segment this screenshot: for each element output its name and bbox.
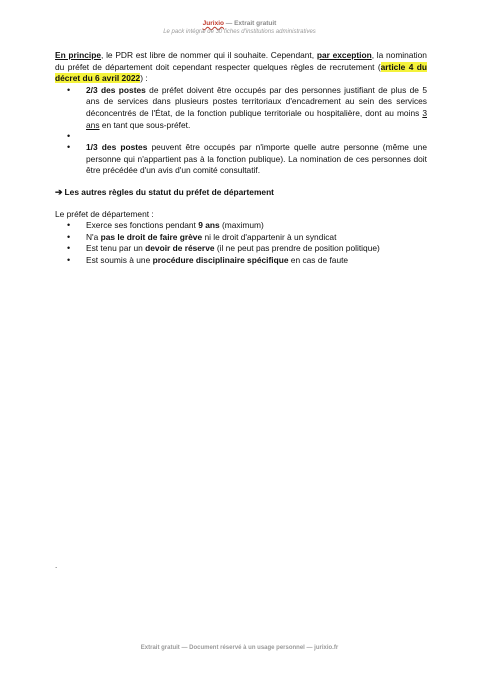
page-footer: Extrait gratuit — Document réservé à un usage personnel — jurixio.fr	[140, 645, 339, 651]
list-item-bold: 1/3 des postes	[86, 142, 148, 153]
list-item-underlined: 3 ans	[86, 107, 427, 130]
list-item	[55, 85, 427, 131]
list-item-text: de préfet doivent être occupés par des personnes justifiant de plus de 5 ans de services dans plusieurs postes territoriaux d'encadrement au sein des services déconcentrés de l'État, de la fonction publique territoriale ou hospitalière, dont au moins	[86, 84, 427, 118]
list-item-bold: pas le droit de faire grève	[100, 231, 203, 242]
list-item	[55, 220, 427, 232]
header-subtitle: Le pack intégral de 30 fiches d'institutions administratives	[163, 29, 316, 35]
list-item	[55, 142, 427, 177]
document-body	[55, 50, 427, 267]
brand-name: Jurixio	[202, 20, 224, 27]
list-item-text: Est tenu par un	[86, 243, 146, 254]
page-header	[0, 20, 479, 37]
arrow-right-icon: ➔	[55, 186, 63, 197]
list-item-bold: 9 ans	[198, 220, 220, 231]
list-item	[55, 255, 427, 267]
recruitment-rules-list	[55, 85, 427, 177]
list-item-text: Est soumis à une	[86, 254, 153, 265]
list-item-bold: 2/3 des postes	[86, 84, 146, 95]
list-item-text: peuvent être occupés par n'importe quelle autre personne (même une personne qui n'appartient pas à la fonction publique). La nomination de ces personnes doit être précédée d'un avis d'un comité consultatif.	[86, 142, 427, 176]
list-item-text: (maximum)	[219, 220, 264, 231]
list-item-text: Exerce ses fonctions pendant	[86, 220, 199, 231]
list-item-bold: procédure disciplinaire spécifique	[152, 254, 289, 265]
par-exception-term: par exception	[316, 50, 372, 60]
list-item-text: N'a	[86, 231, 101, 242]
list-item-bold: devoir de réserve	[145, 243, 215, 254]
list-item	[55, 232, 427, 244]
highlighted-article-reference: article 4 du décret du 6 avril 2022	[55, 61, 428, 84]
paragraph-principle	[55, 50, 427, 85]
en-principe-term: En principe	[55, 50, 102, 60]
section-heading-text: Les autres règles du statut du préfet de département	[64, 186, 274, 197]
list-item-text: ni le droit d'appartenir à un syndicat	[202, 231, 337, 242]
paragraph-text: , la nomination du préfet de département doit cependant respecter quelques règles de recrutement (	[55, 50, 427, 72]
list-item	[55, 243, 427, 255]
header-extract-label: — Extrait gratuit	[223, 20, 277, 27]
list-item-text: en tant que sous-préfet.	[99, 119, 191, 130]
section-heading	[55, 187, 427, 199]
paragraph-text: , le PDR est libre de nommer qui il souhaite. Cependant,	[101, 50, 317, 60]
status-rules-list	[55, 220, 427, 266]
list-item-text: (il ne peut pas prendre de position politique)	[214, 243, 380, 254]
stray-dot: .	[55, 561, 58, 570]
header-line-1	[0, 20, 479, 28]
paragraph-text: ) :	[140, 73, 148, 84]
intro-line: Le préfet de département :	[55, 208, 154, 219]
list-item-text: en cas de faute	[288, 254, 349, 265]
list-spacer	[55, 131, 427, 142]
